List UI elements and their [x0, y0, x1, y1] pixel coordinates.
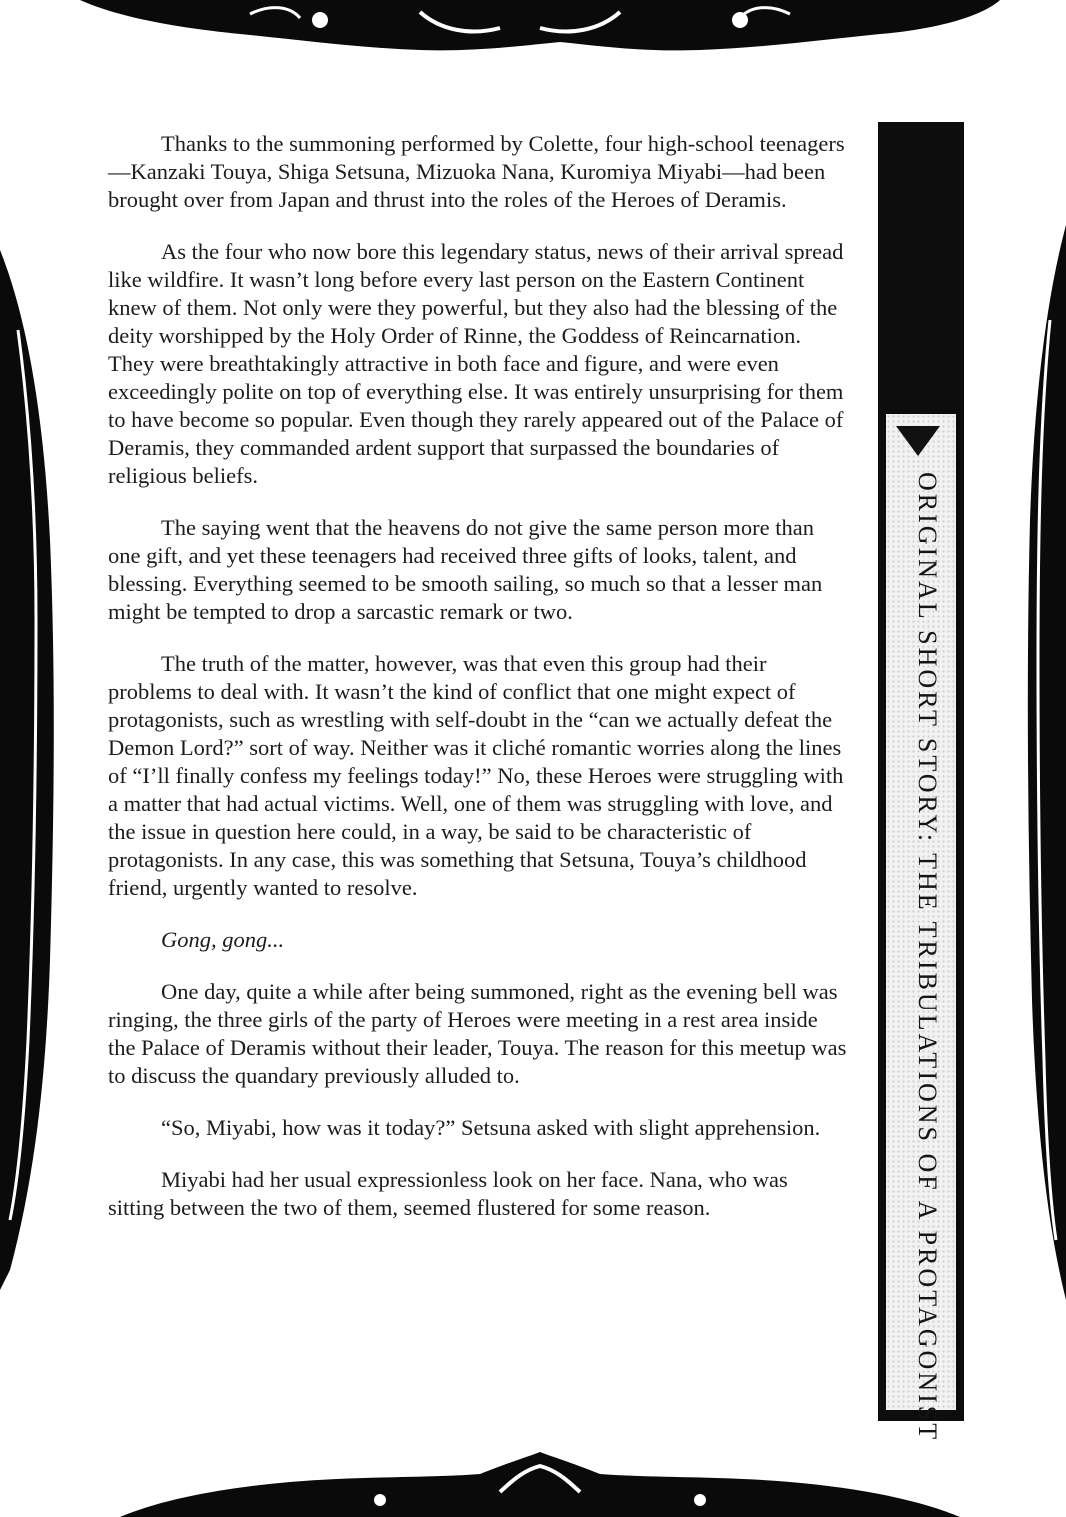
paragraph: The truth of the matter, however, was that even this group had their problems to deal with. It wasn’t the kind of conflict that one might expect of protagonists, such as wrestling with self-doubt in the “can we actually defeat the Demon Lord?” sort of way. Neither was it cliché romantic worries along the lines of “I’ll finally confess my feelings today!” No, these Heroes were struggling with a matter that had actual victims. Well, one of them was struggling with love, and the issue in question here could, in a way, be said to be characteristic of protagonists. In any case, this was something that Setsuna, Touya’s childhood friend, urgently wanted to resolve.: [108, 651, 844, 900]
sound-effect-line: Gong, gong...: [161, 927, 285, 952]
paragraph: Miyabi had her usual expressionless look on her face. Nana, who was sitting between the two of them, seemed flustered for some reason.: [108, 1167, 788, 1220]
story-text: [108, 130, 848, 1246]
chapter-title: ORIGINAL SHORT STORY: THE TRIBULATIONS OF A PROTAGONIST: [913, 472, 942, 1443]
bottom-ornament: [120, 1452, 960, 1517]
paragraph: As the four who now bore this legendary status, news of their arrival spread like wildfire. It wasn’t long before every last person on the Eastern Continent knew of them. Not only were they powerful, but they also had the blessing of the deity worshipped by the Holy Order of Rinne, the Goddess of Reincarnation. They were breathtakingly attractive in both face and figure, and were even exceedingly polite on top of everything else. It was entirely unsurprising for them to have become so popular. Even though they rarely appeared out of the Palace of Deramis, they commanded ardent support that surpassed the boundaries of religious beliefs.: [108, 239, 844, 488]
paragraph: One day, quite a while after being summoned, right as the evening bell was ringing, the three girls of the party of Heroes were meeting in a rest area inside the Palace of Deramis without their leader, Touya. The reason for this meetup was to discuss the quandary previously alluded to.: [108, 979, 847, 1088]
paragraph: “So, Miyabi, how was it today?” Setsuna asked with slight apprehension.: [161, 1115, 821, 1140]
top-ornament: [80, 0, 1000, 50]
down-triangle-icon: [896, 426, 940, 456]
sidebar-title-panel: [886, 414, 956, 1443]
paragraph: Thanks to the summoning performed by Colette, four high-school teenagers—Kanzaki Touya, Shiga Setsuna, Mizuoka Nana, Kuromiya Miyabi—had been brought over from Japan and thrust into the roles of the Heroes of Deramis.: [108, 131, 845, 212]
paragraph: The saying went that the heavens do not give the same person more than one gift, and yet these teenagers had received three gifts of looks, talent, and blessing. Everything seemed to be smooth sailing, so much so that a lesser man might be tempted to drop a sarcastic remark or two.: [108, 515, 823, 624]
chapter-sidebar: [878, 122, 964, 1443]
